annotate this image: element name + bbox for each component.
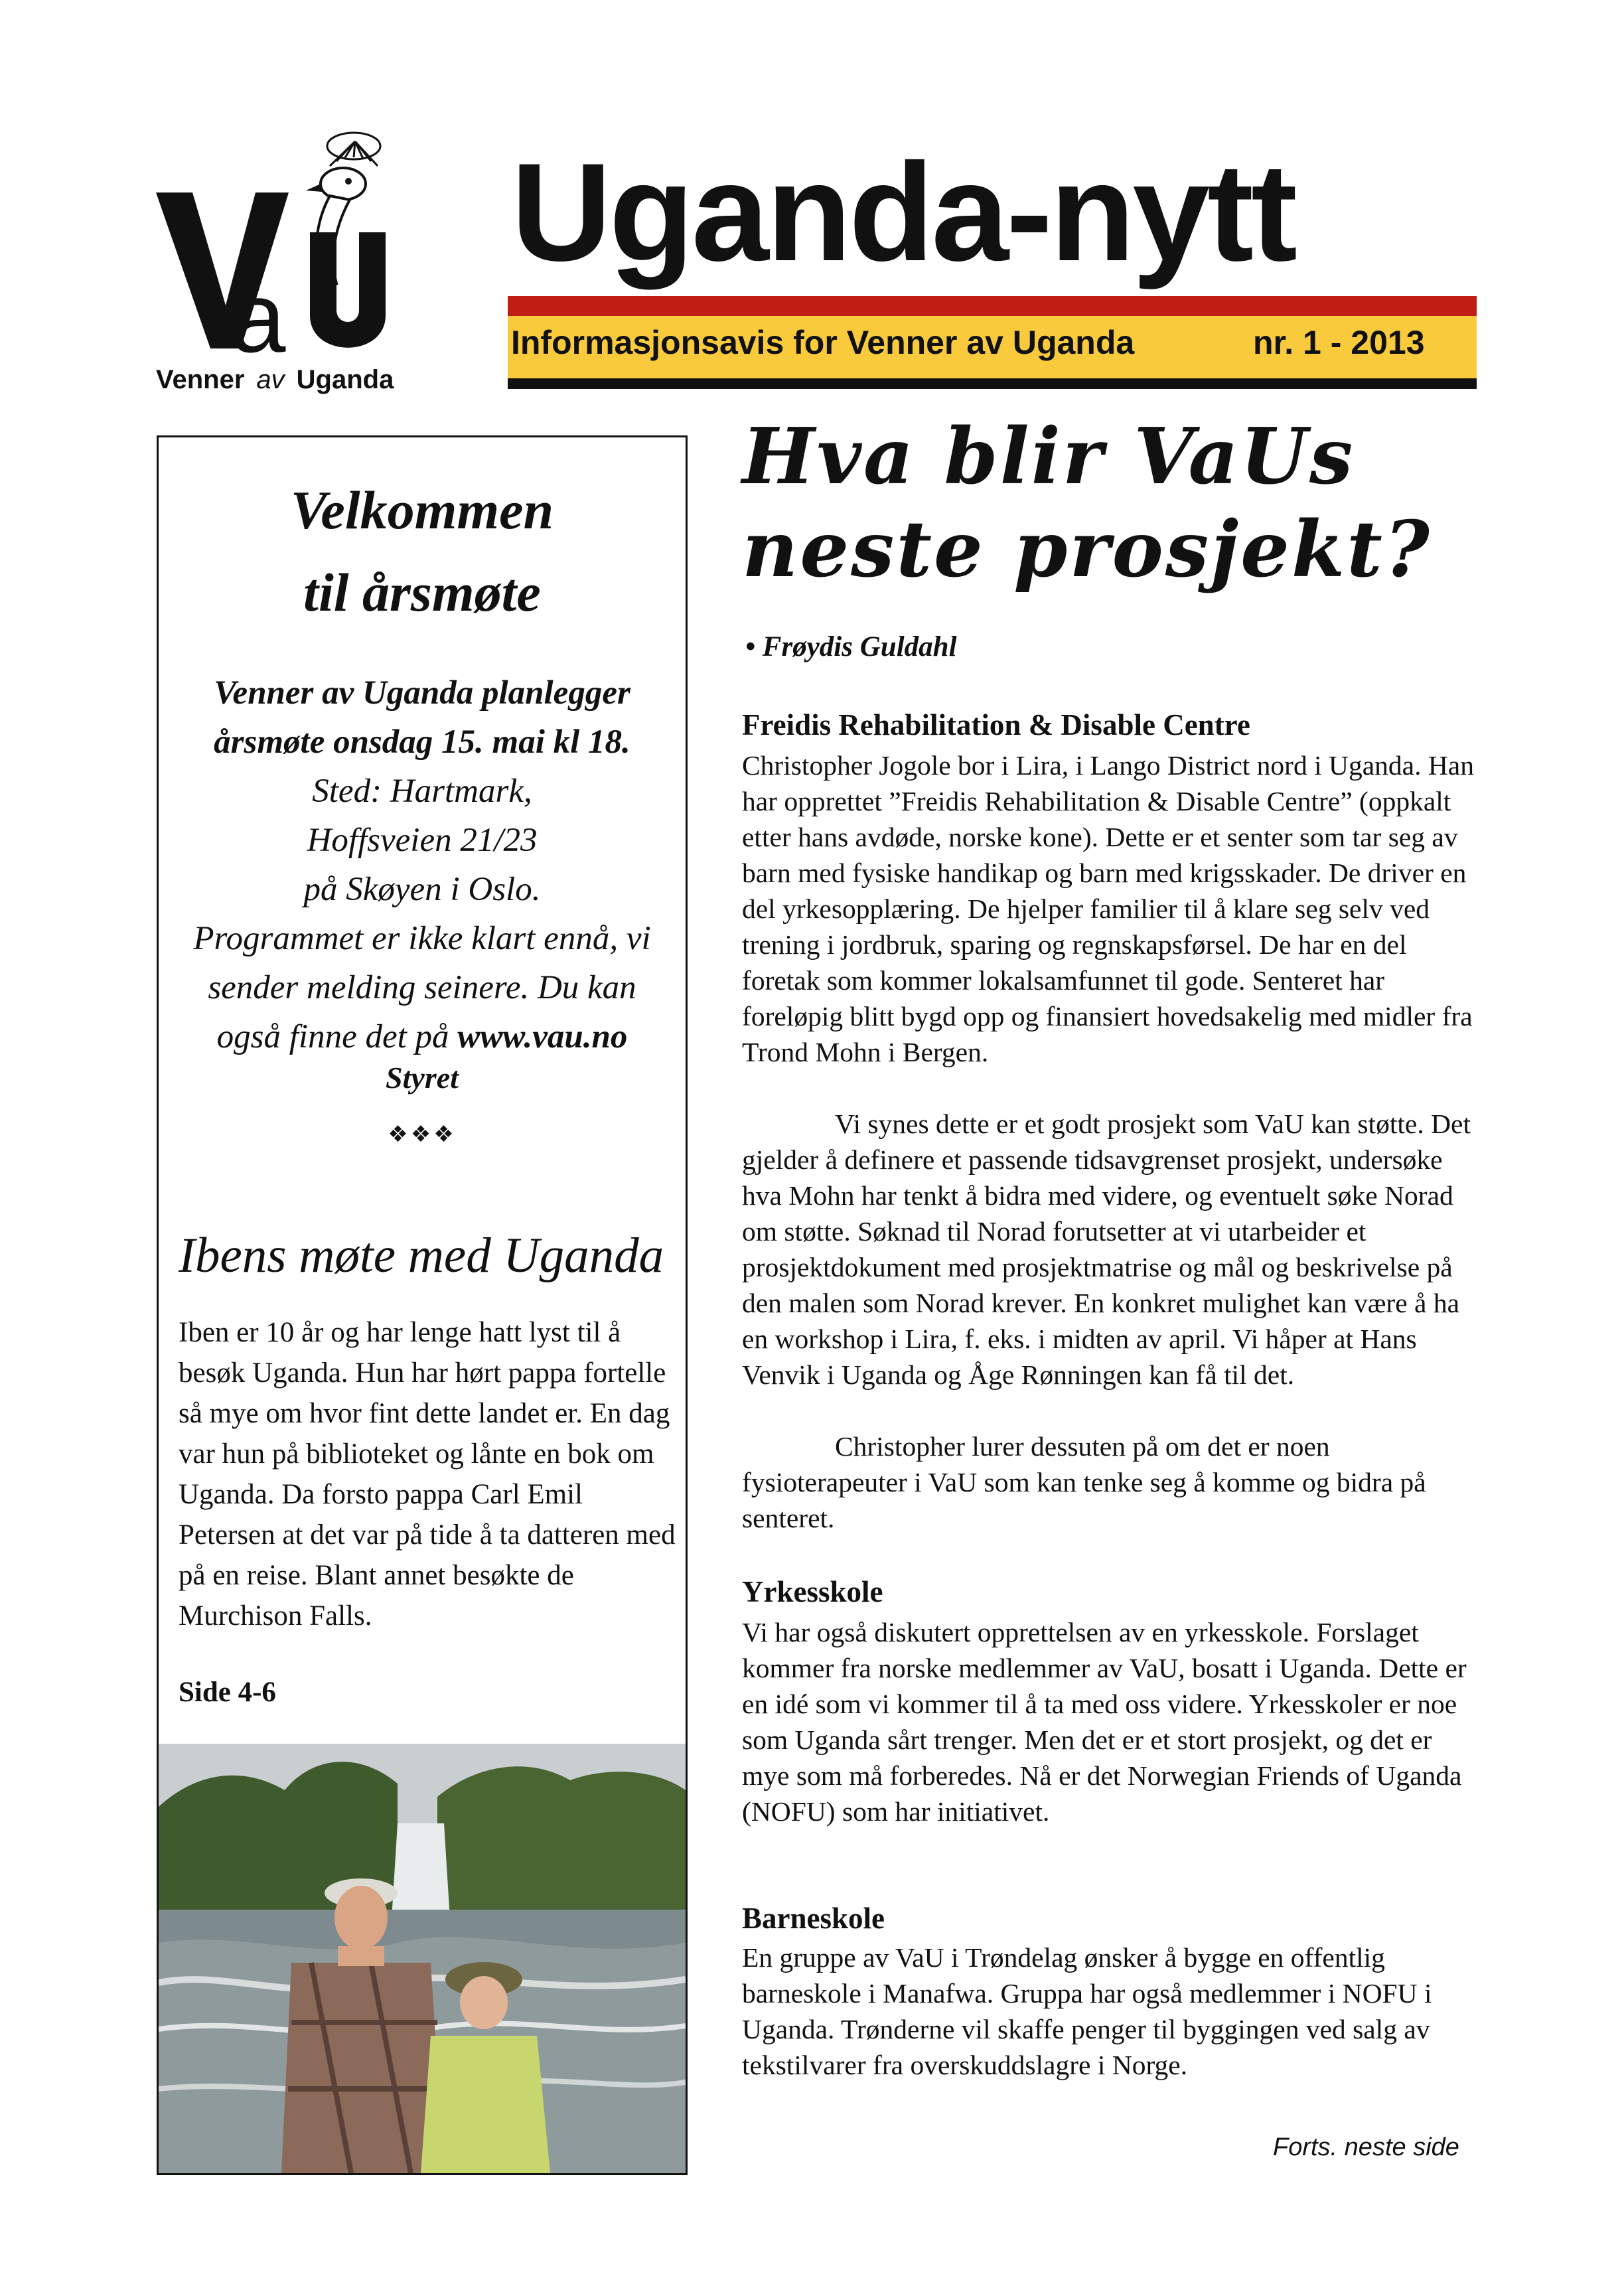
article-heading-line2: neste prosjekt? bbox=[742, 504, 1432, 595]
welcome-line: Sted: Hartmark, bbox=[312, 773, 532, 810]
sidebar-box bbox=[157, 435, 688, 2175]
paragraph-freidis-1: Christopher Jogole bor i Lira, i Lango District nord i Uganda. Han har opprettet ”Freidis Rehabilitation & Disable Centre” (oppkalt etter hans avdøde, norske kone). Dette er et senter som tar seg av barn med fysiske handikap og barn med krigsskader. De driver en del yrkesopplæring. De hjelper familier til å klare seg selv ved trening i jordbruk, sparing og regnskapsførsel. De har en del foretak som kommer lokalsamfunnet til gode. Senteret har foreløpig blitt bygd opp og finansiert hovedsakelig med midler fra Trond Mohn i Bergen. bbox=[742, 750, 1474, 1067]
logo-wordmark bbox=[156, 365, 435, 395]
article-byline: • Frøydis Guldahl bbox=[745, 631, 957, 662]
paragraph-freidis-3: Christopher lurer dessuten på om det er noen fysioterapeuter i VaU som kan tenke seg å komme og bidra på senteret. bbox=[742, 1431, 1426, 1533]
website-link[interactable]: www.vau.no bbox=[457, 1018, 628, 1055]
section-title-yrkesskole: Yrkesskole bbox=[742, 1575, 883, 1608]
ornament-divider-icon: ❖❖❖ bbox=[388, 1121, 457, 1148]
ibens-body: Iben er 10 år og har lenge hatt lyst til å besøk Uganda. Hun har hørt pappa fortelle så mye om hvor fint dette landet er. En dag var hun på biblioteket og lånte en bok om Uganda. Da forsto pappa Carl Emil Petersen at det var på tide å ta datteren med på en reise. Blant annet besøkte de Murchison Falls. bbox=[179, 1317, 676, 1632]
welcome-body bbox=[159, 668, 686, 1061]
newspaper-title: Uganda-nytt bbox=[511, 134, 1295, 290]
article-heading-line1: Hva blir VaUs bbox=[742, 412, 1355, 502]
paragraph-yrkesskole: Vi har også diskutert opprettelsen av en yrkesskole. Forslaget kommer fra norske medlemmer av VaU, bosatt i Uganda. Dette er en idé som vi kommer til å ta med oss videre. Yrkesskoler er noe som Uganda sårt trenger. Men det er et stort prosjekt, og det er mye som må forberedes. Nå er det Norwegian Friends of Uganda (NOFU) som har initiativet. bbox=[742, 1617, 1467, 1827]
welcome-heading-line2: til årsmøte bbox=[303, 562, 541, 623]
welcome-line: Hoffsveien 21/23 bbox=[307, 822, 538, 859]
welcome-line: på Skøyen i Oslo. bbox=[303, 871, 541, 908]
section-title-barneskole: Barneskole bbox=[742, 1902, 885, 1935]
welcome-heading bbox=[159, 469, 686, 634]
logo-word-uganda: Uganda bbox=[296, 365, 394, 394]
welcome-line: Venner av Uganda planlegger bbox=[214, 674, 630, 712]
section-title-freidis: Freidis Rehabilitation & Disable Centre bbox=[742, 708, 1250, 741]
ibens-page-ref: Side 4-6 bbox=[179, 1677, 276, 1708]
welcome-line: Programmet er ikke klart ennå, vi bbox=[193, 920, 651, 957]
welcome-line: årsmøte onsdag 15. mai kl 18. bbox=[214, 724, 630, 761]
welcome-line-text: også finne det på bbox=[216, 1018, 458, 1055]
continued-note: Forts. neste side bbox=[1273, 2133, 1459, 2161]
article-heading bbox=[742, 410, 1538, 596]
flag-stripe-black bbox=[508, 378, 1477, 389]
ibens-heading: Ibens møte med Uganda bbox=[179, 1228, 664, 1283]
paragraph-barneskole: En gruppe av VaU i Trøndelag ønsker å bygge en offentlig barneskole i Manafwa. Gruppa har også medlemmer i NOFU i Uganda. Trønderne vil skaffe penger til byggingen ved salg av tekstilvarer fra overskuddslagre i Norge. bbox=[742, 1942, 1432, 2080]
murchison-falls-photo bbox=[159, 1744, 686, 2173]
paragraph-freidis-2: Vi synes dette er et godt prosjekt som VaU kan støtte. Det gjelder å definere et passende tidsavgrenset prosjekt, undersøke hva Mohn har tenkt å bidra med videre, og eventuelt søke Norad om støtte. Søknad til Norad forutsetter at vi utarbeider et prosjektdokument med prosjektmatrise og mål og beskrivelse på den malen som Norad krever. En konkret mulighet kan være å ha en workshop i Lira, f. eks. i midten av april. Vi håper at Hans Venvik i Uganda og Åge Rønningen kan få til det. bbox=[742, 1108, 1471, 1390]
logo-word-venner: Venner bbox=[156, 365, 245, 394]
issue-number: nr. 1 - 2013 bbox=[1253, 324, 1425, 361]
svg-text:a: a bbox=[230, 262, 286, 362]
vau-logo bbox=[156, 129, 435, 394]
flag-stripe-red bbox=[508, 296, 1477, 316]
welcome-line bbox=[159, 1012, 686, 1061]
welcome-signature: Styret bbox=[386, 1061, 459, 1095]
crane-logo-icon bbox=[156, 129, 435, 362]
logo-word-av: av bbox=[256, 365, 285, 394]
welcome-line: sender melding seinere. Du kan bbox=[208, 969, 636, 1006]
welcome-heading-line1: Velkommen bbox=[290, 480, 554, 540]
newspaper-subtitle: Informasjonsavis for Venner av Uganda bbox=[511, 324, 1135, 361]
